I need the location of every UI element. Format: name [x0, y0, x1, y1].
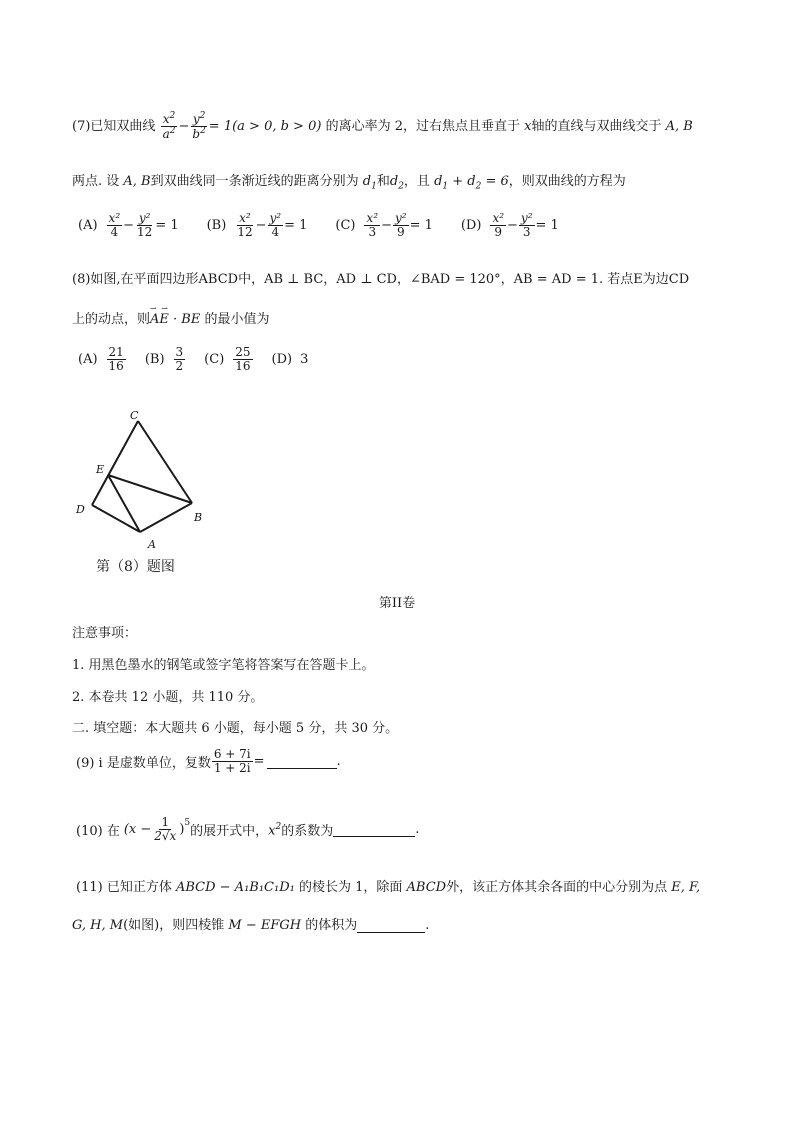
q7-line2-c: 到双曲线同一条渐近线的距离分别为 [150, 174, 359, 189]
q10-text-a: (10) 在 [76, 824, 120, 840]
q11-text-d: (如图)，则四棱锥 [123, 918, 225, 933]
q11-points: E, F, [671, 880, 701, 895]
q7-frac-y: $\frac{y^2}{b^2}$ [192, 111, 206, 142]
q11-line1 [76, 876, 700, 895]
q9-text: (9) i 是虚数单位，复数 [76, 756, 211, 772]
notice-2: 2. 本卷共 12 小题，共 110 分。 [72, 690, 264, 705]
q8-label-b: B [194, 511, 203, 524]
q7-number: (7) [72, 119, 91, 135]
q7-text-a: 已知双曲线 [90, 119, 156, 135]
q8-line1: (8)如图,在平面四边形ABCD中，AB ⊥ BC，AD ⊥ CD，∠BAD = 120°，AB = AD = 1. 若点E为边CD [72, 272, 690, 287]
q7-cond: = 1(a > 0, b > 0) [208, 119, 322, 135]
q8-vector-product: ⇀ ⇀ AE · BE [150, 304, 201, 327]
q8-options [78, 346, 336, 373]
q7-options [78, 212, 587, 239]
q7-frac-x: $\frac{x^2}{a^2}$ [162, 111, 176, 142]
q10-fraction: $\frac{1}{2√x}$ [154, 815, 177, 844]
q7-var-x: x [524, 119, 532, 135]
q10-line: (10) 在 (x − $\frac{1}{2√x}$ ) $^5$ 的展开式中， $x^2$ 的系数为 . [76, 815, 420, 844]
q8-option-d[interactable]: (D) 3 [271, 352, 309, 368]
q7-option-b[interactable]: (B) $\frac{\text{x²}}{12}$ − $\frac{\text{y²}}{4}$ = 1 [206, 211, 308, 240]
q11-text-e: 的体积为 [305, 918, 358, 933]
q11-line2: G, H, M(如图)，则四棱锥 M − EFGH 的体积为 . [72, 918, 430, 933]
q7-sum-expr: $d_1 + d_2 = 6$ [434, 174, 509, 192]
q11-cube: ABCD − A₁B₁C₁D₁ [175, 880, 295, 895]
q11-answer-blank[interactable] [357, 918, 425, 933]
q8-option-a[interactable]: (A) $\frac{21}{16}$ [78, 345, 124, 374]
q8-label-d: D [76, 503, 85, 516]
notice-title: 注意事项： [72, 626, 138, 641]
q8-line2-b: 的最小值为 [204, 312, 270, 327]
q7-option-c[interactable]: (C) $\frac{\text{x²}}{3}$ − $\frac{\text{y²}}{9}$ = 1 [335, 211, 433, 240]
q11-face: ABCD [406, 880, 447, 895]
q9-line: (9) i 是虚数单位，复数 $\frac{6 + 7i}{1 + 2i}$ = . [76, 747, 341, 776]
section-title: 第II卷 [378, 596, 416, 611]
part2-heading: 二. 填空题：本大题共 6 小题，每小题 5 分，共 30 分。 [72, 721, 399, 736]
q8-option-b[interactable]: (B) $\frac{3}{2}$ [144, 345, 184, 374]
q7-option-a[interactable]: (A) $\frac{\text{x²}}{4}$ − $\frac{\text{y²}}{12}$ = 1 [78, 211, 179, 240]
q11-text-b: 的棱长为 1，除面 [298, 880, 403, 895]
q10-answer-blank[interactable] [333, 822, 415, 837]
q10-text-b: 的展开式中， [190, 824, 269, 840]
q8-label-e: E [96, 463, 105, 476]
q7-line2-b: A, B [123, 174, 151, 189]
q7-line2-e: ，且 [403, 174, 430, 189]
q10-text-c: 的系数为 [281, 824, 334, 840]
q8-label-c: C [130, 409, 139, 422]
q10-expr-a: (x − [123, 822, 152, 838]
q7-line2-a: 两点. 设 [72, 174, 120, 189]
q9-answer-blank[interactable] [267, 754, 337, 769]
q7-text-b: 的离心率为 2，过右焦点且垂直于 [325, 119, 520, 135]
q11-text-c: 外，该正方体其余各面的中心分别为点 [446, 880, 668, 895]
q8-figure-lines [92, 421, 192, 532]
q7-d2: $d_2$ [389, 174, 404, 192]
notice-1: 1. 用黑色墨水的钢笔或签字笔将答案写在答题卡上。 [72, 658, 375, 673]
q10-term: $x^2$ [268, 821, 282, 838]
q8-figure [70, 405, 220, 555]
q7-line2 [72, 170, 626, 192]
q7-line2-d: 和 [376, 174, 390, 189]
q11-pyramid: M − EFGH [228, 918, 302, 933]
q7-line2-f: ，则双曲线的方程为 [508, 174, 626, 189]
q11-points-2: G, H, M [72, 918, 124, 933]
q8-line2 [72, 304, 270, 327]
q8-label-a: A [148, 538, 156, 551]
q8-option-c[interactable]: (C) $\frac{25}{16}$ [204, 345, 251, 374]
q7-option-d[interactable]: (D) $\frac{\text{x²}}{9}$ − $\frac{\text{y²}}{3}$ = 1 [460, 211, 559, 240]
q11-text-a: (11) 已知正方体 [76, 880, 172, 895]
q9-fraction: $\frac{6 + 7i}{1 + 2i}$ [213, 747, 251, 776]
q8-line2-a: 上的动点，则 [72, 312, 151, 327]
q7-d1: $d_1$ [362, 174, 377, 192]
q7-text-c: 轴的直线与双曲线交于 [531, 119, 662, 135]
q7-pts: A, B [665, 119, 693, 135]
q8-figure-caption: 第（8）题图 [96, 559, 175, 575]
q7-line1: (7)已知双曲线 $\frac{x^2}{a^2}$ − $\frac{y^2}{b^2}$ = 1(a > 0, b > 0) 的离心率为 2，过右焦点且垂直于 x轴的直线与双曲线交于 A, B [72, 111, 693, 142]
